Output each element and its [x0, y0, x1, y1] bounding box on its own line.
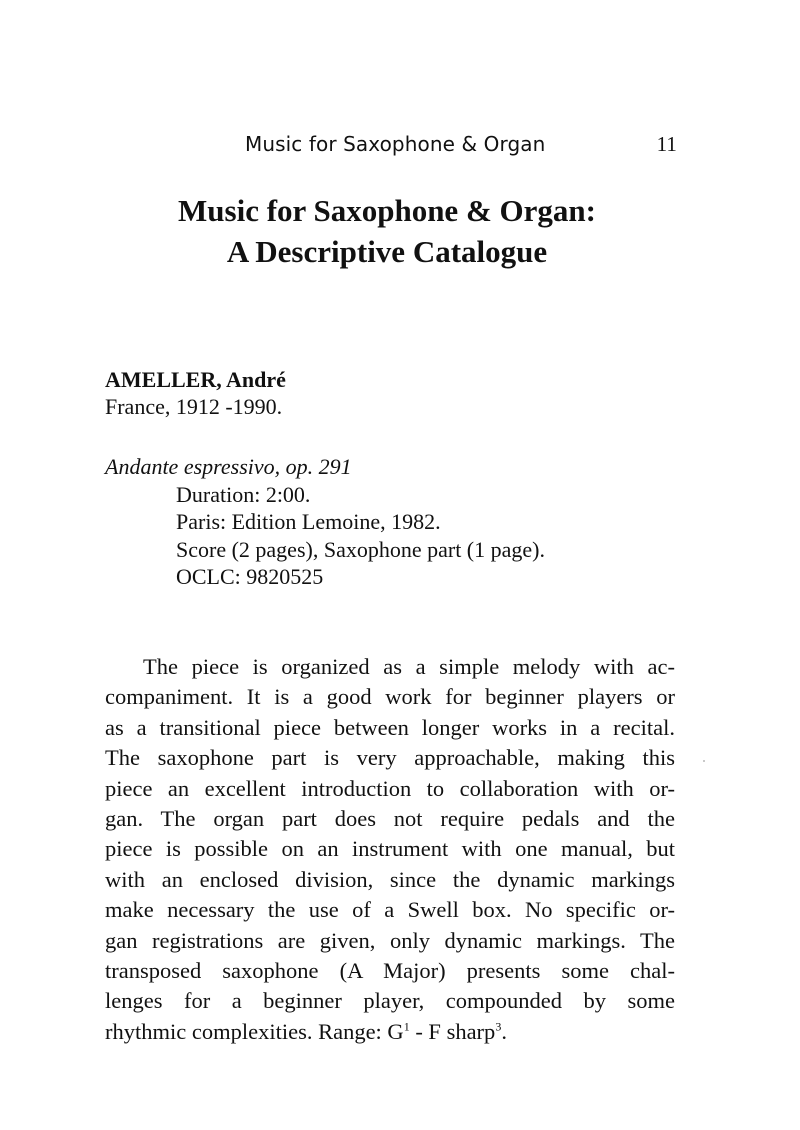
range-text-end: .: [501, 1018, 507, 1044]
composer-name: AMELLER, André: [105, 367, 286, 392]
description-line: piece an excellent introduction to collaboration with or-: [105, 775, 675, 801]
composer-entry: [105, 366, 685, 420]
composer-dates: France, 1912 -1990.: [105, 394, 283, 419]
running-header: [245, 130, 677, 158]
range-text: rhythmic complexities. Range: G: [105, 1018, 404, 1044]
chapter-title: [100, 190, 674, 272]
description-paragraph: [105, 652, 675, 1047]
work-title: Andante espressivo, op. 291: [105, 454, 352, 479]
range-high-octave: 3: [495, 1019, 502, 1034]
scan-speck: [703, 760, 705, 762]
description-line: gan registrations are given, only dynamic markings. The: [105, 927, 675, 953]
running-title: Music for Saxophone & Organ: [245, 132, 546, 156]
description-final-line: [105, 1017, 675, 1047]
work-entry: [105, 453, 685, 591]
description-line: The piece is organized as a simple melody with ac-: [143, 654, 675, 679]
page-number: 11: [656, 132, 677, 156]
range-text-middle: - F sharp: [409, 1018, 496, 1044]
description-line: transposed saxophone (A Major) presents some chal-: [105, 958, 675, 984]
description-line: lenges for a beginner player, compounded by some: [105, 988, 675, 1014]
chapter-title-line-1: Music for Saxophone & Organ:: [178, 193, 596, 228]
description-line: companiment. It is a good work for beginner players or: [105, 684, 675, 710]
work-oclc: OCLC: 9820525: [176, 564, 324, 589]
description-line: as a transitional piece between longer works in a recital.: [105, 714, 675, 740]
description-line: gan. The organ part does not require pedals and the: [105, 806, 675, 832]
range-low-octave: 1: [403, 1019, 410, 1034]
description-line: The saxophone part is very approachable, making this: [105, 745, 675, 771]
description-line: make necessary the use of a Swell box. No specific or-: [105, 897, 675, 923]
work-publisher: Paris: Edition Lemoine, 1982.: [176, 509, 441, 534]
description-line: piece is possible on an instrument with one manual, but: [105, 836, 675, 862]
work-parts: Score (2 pages), Saxophone part (1 page).: [176, 536, 545, 562]
description-line: with an enclosed division, since the dynamic markings: [105, 866, 675, 892]
chapter-title-line-2: A Descriptive Catalogue: [226, 234, 548, 269]
work-duration: Duration: 2:00.: [176, 481, 311, 507]
